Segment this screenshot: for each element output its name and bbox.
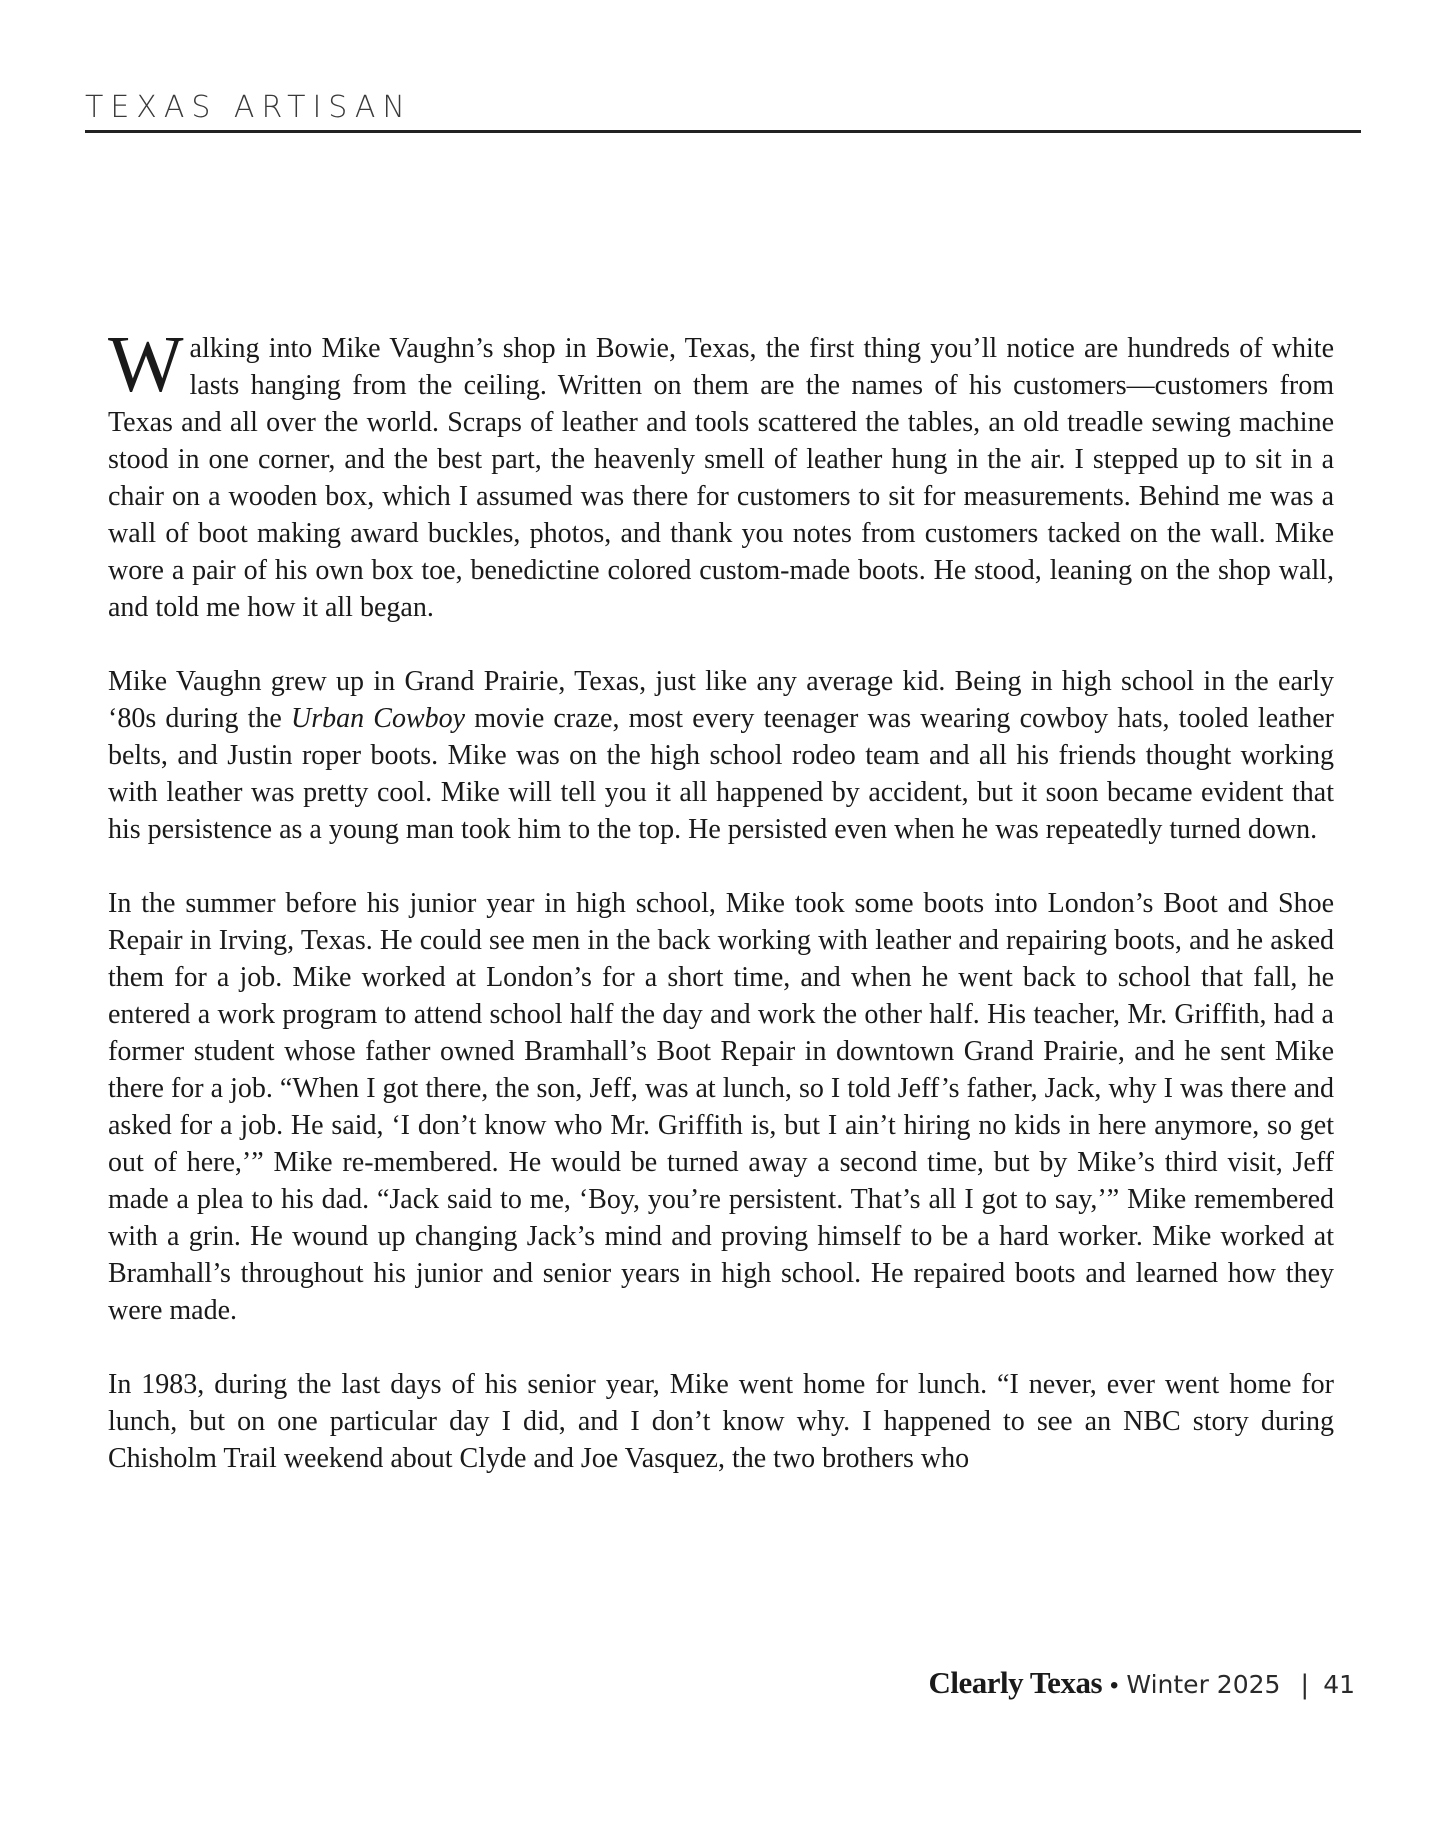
paragraph-3: In the summer before his junior year in high school, Mike took some boots into London’s Boot and Shoe Repair in Irving, Texas. He could see men in the back working with leather and repairing boots, and he asked them for a job. Mike worked at London’s for a short time, and when he went back to school that fall, he entered a work program to attend school half the day and work the other half. His teacher, Mr. Griffith, had a former student whose father owned Bramhall’s Boot Repair in downtown Grand Prairie, and he sent Mike there for a job. “When I got there, the son, Jeff, was at lunch, so I told Jeff’s father, Jack, why I was there and asked for a job. He said, ‘I don’t know who Mr. Griffith is, but I ain’t hiring no kids in here anymore, so get out of here,’” Mike re-membered. He would be turned away a second time, but by Mike’s third visit, Jeff made a plea to his dad. “Jack said to me, ‘Boy, you’re persistent. That’s all I got to say,’” Mike remembered with a grin. He wound up changing Jack’s mind and proving himself to be a hard worker. Mike worked at Bramhall’s throughout his junior and senior years in high school. He repaired boots and learned how they were made.	[108, 888, 1334, 1326]
pipe-separator: |	[1300, 1670, 1310, 1700]
paragraph-1-text: alking into Mike Vaughn’s shop in Bowie, Texas, the first thing you’ll notice are hundreds of white lasts hanging from the ceiling. Written on them are the names of his customers—customers from Texas and all over the world. Scraps of leather and tools scattered the tables, an old treadle sewing machine stood in one corner, and the best part, the heavenly smell of leather hung in the air. I stepped up to sit in a chair on a wooden box, which I assumed was there for customers to sit for measurements. Behind me was a wall of boot making award buckles, photos, and thank you notes from customers tacked on the wall. Mike wore a pair of his own box toe, benedictine colored custom-made boots. He stood, leaning on the shop wall, and told me how it all began.	[108, 333, 1334, 623]
page-number: 41	[1323, 1670, 1355, 1699]
paragraph-2	[108, 663, 1334, 848]
section-header	[85, 86, 1361, 133]
magazine-name: Clearly Texas	[928, 1665, 1103, 1700]
page-footer	[929, 1665, 1355, 1705]
paragraph-2-text-end: movie craze, most every teenager was wearing cowboy hats, tooled leather belts, and Justin roper boots. Mike was on the high school rodeo team and all his friends thought working with leather was pretty cool. Mike will tell you it all happened by accident, but it soon became evident that his persistence as a young man took him to the top. He persisted even when he was repeatedly turned down.	[108, 703, 1334, 845]
paragraph-1	[108, 321, 1334, 626]
drop-cap: W	[108, 321, 184, 409]
section-label: TEXAS ARTISAN	[85, 90, 412, 125]
paragraph-2-text-start: Mike Vaughn grew up in Grand Prairie, Texas, just like any average kid. Being in high school in the early ‘80s during the	[108, 666, 1334, 734]
bullet-separator: •	[1110, 1672, 1119, 1699]
movie-title: Urban Cowboy	[291, 703, 466, 734]
paragraph-4: In 1983, during the last days of his senior year, Mike went home for lunch. “I never, ever went home for lunch, but on one particular day I did, and I don’t know why. I happened to see an NBC story during Chisholm Trail weekend about Clyde and Joe Vasquez, the two brothers who	[108, 1369, 1334, 1474]
article-body	[108, 321, 1334, 1477]
issue-date: Winter 2025	[1126, 1670, 1281, 1699]
